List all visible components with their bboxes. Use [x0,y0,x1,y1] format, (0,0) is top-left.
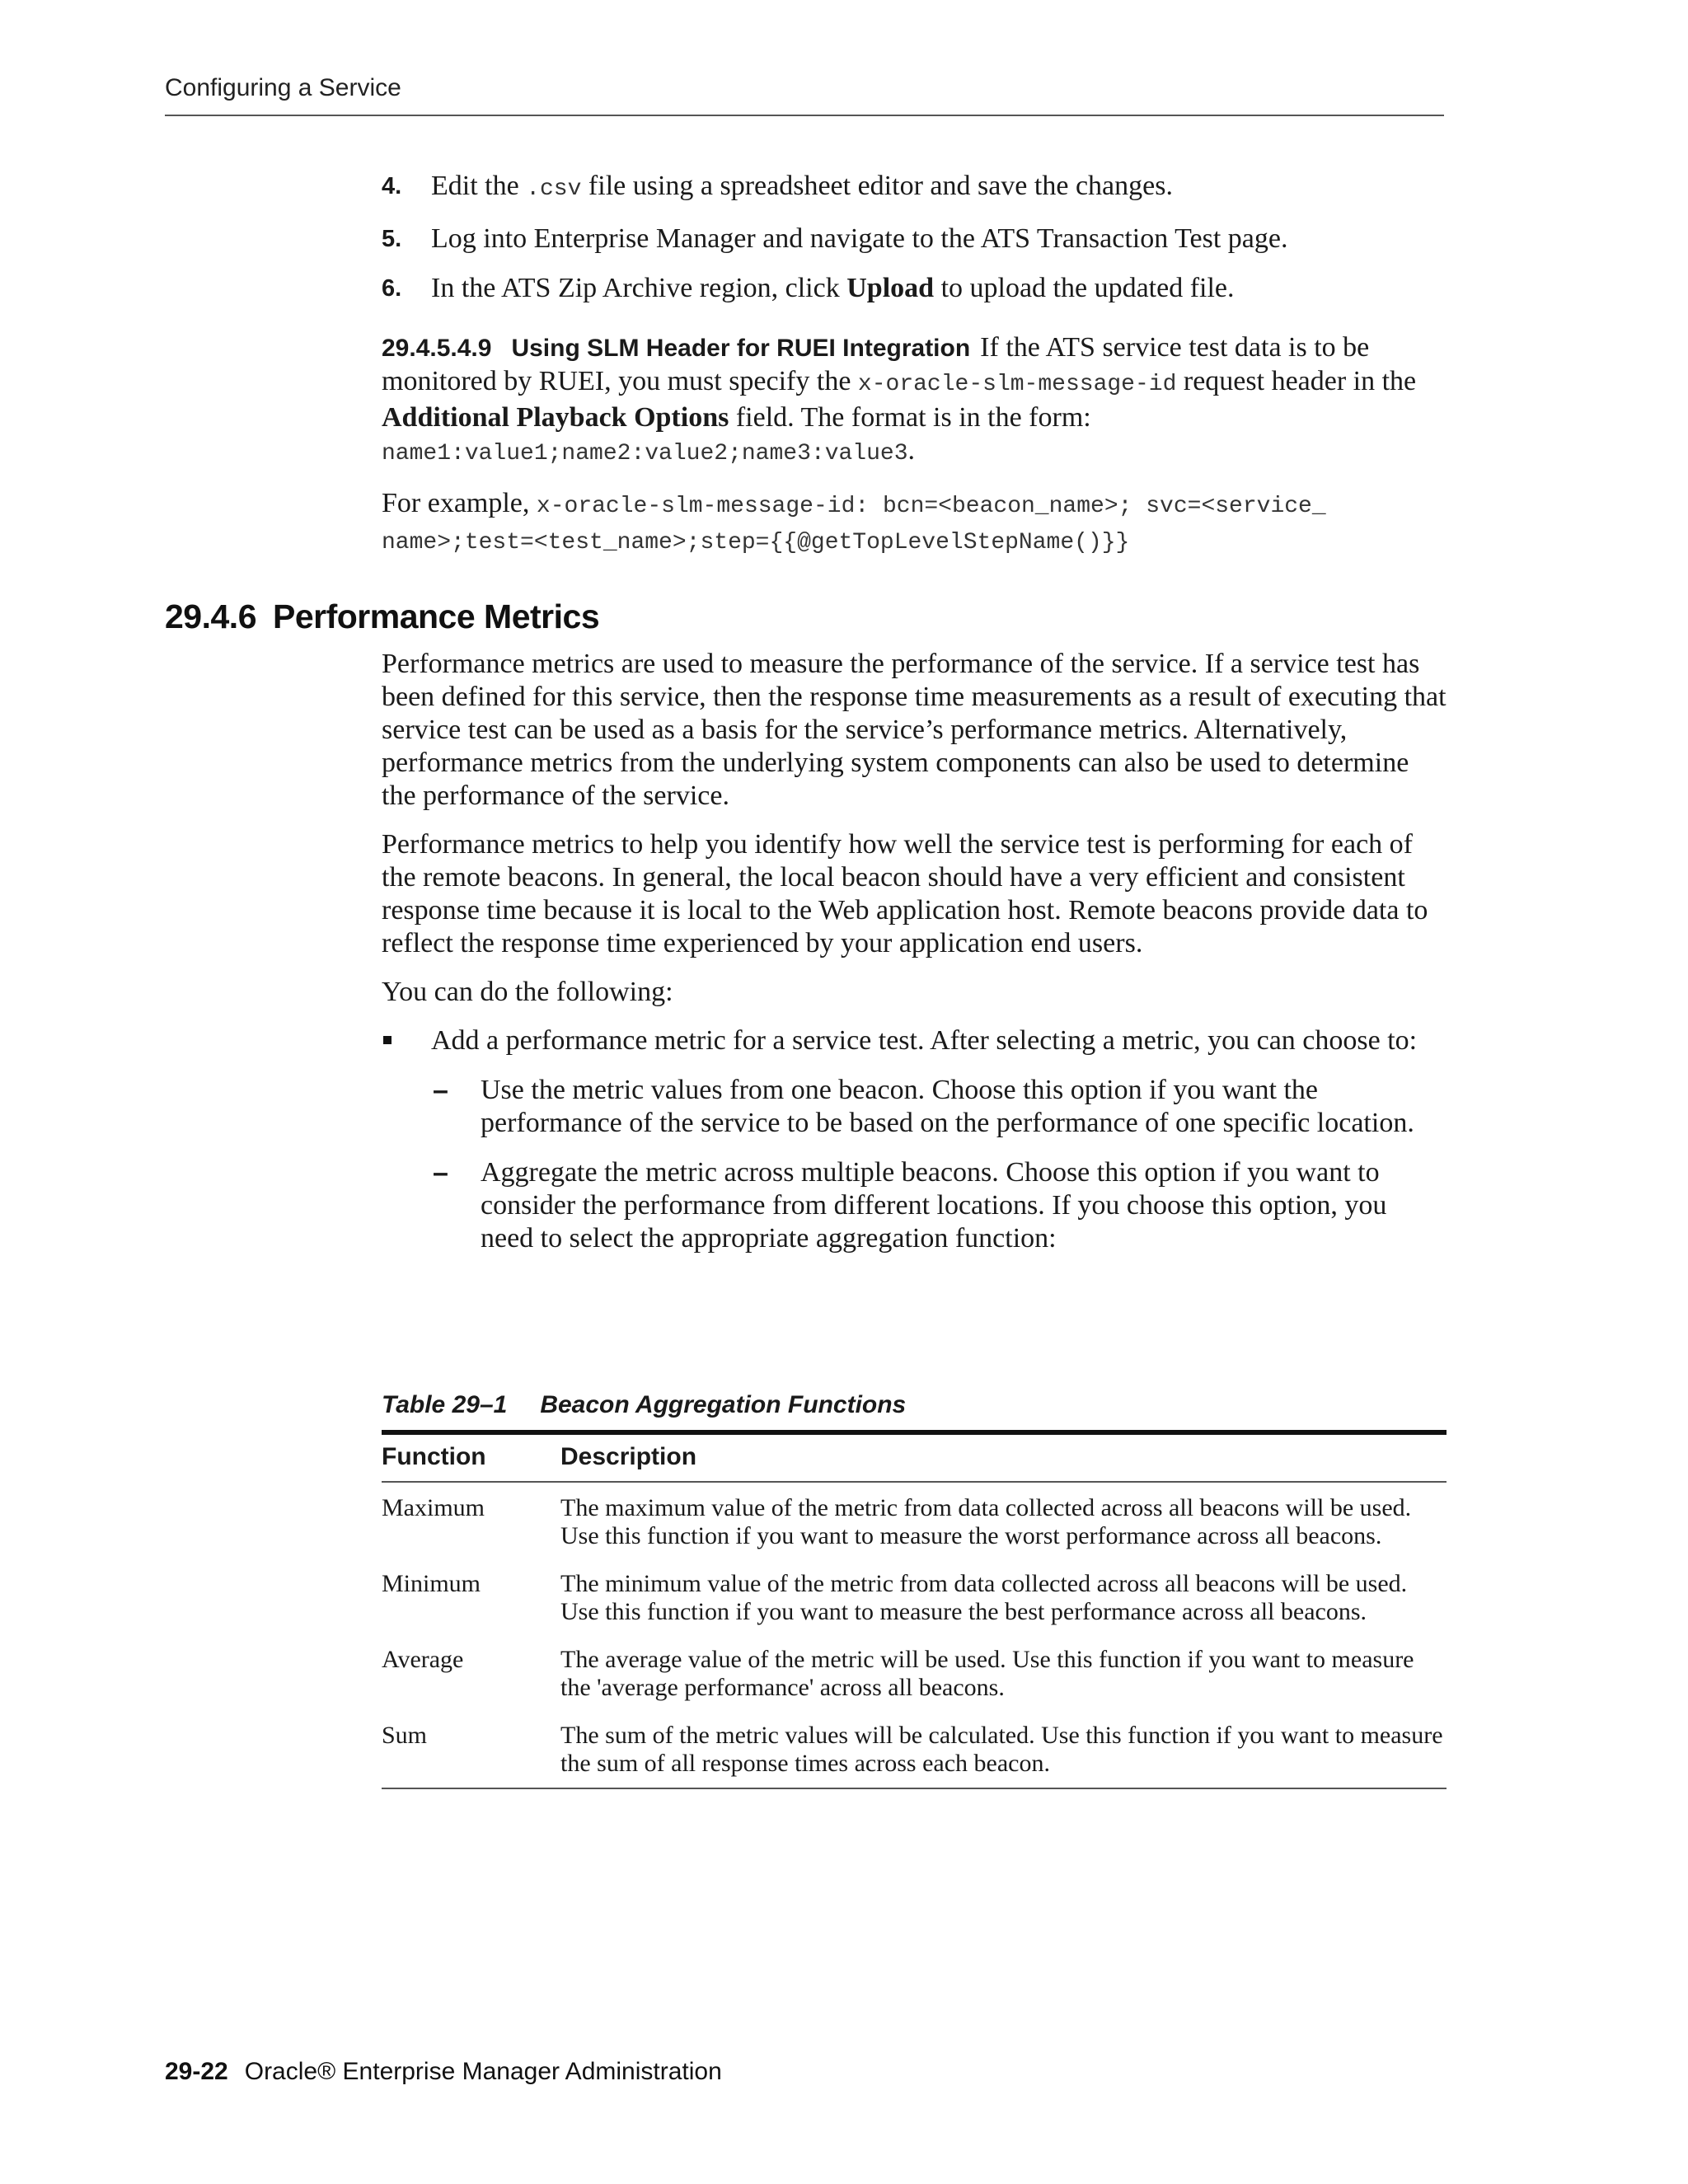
dash-bullet-icon: – [433,1157,448,1188]
step-code: .csv [526,176,582,202]
description-cell: The sum of the metric values will be calculated. Use this function if you want to measure the sum of all response times across each beacon. [560,1722,1443,1777]
table-caption-number: Table 29–1 [382,1391,508,1418]
example-prefix: For example, [382,488,537,518]
section-number: 29.4.6 [165,598,256,635]
subsection-paragraph [382,331,1447,471]
example-code: x-oracle-slm-message-id: bcn=<beacon_name>; svc=<service_ name>;test=<test_name>;step={{@getTopLevelStepName()}} [382,494,1326,555]
body-paragraph: Performance metrics to help you identify how well the service test is performing for each of the remote beacons. In general, the local beacon should have a very efficient and consistent response time because it is local to the Web application host. Remote beacons provide data to reflect the response time experienced by your application end users. [382,829,1428,958]
bullet-list [382,1024,1447,1255]
list-item [382,223,1447,255]
example-paragraph [382,487,1447,560]
list-item [382,272,1447,305]
list-item [382,1024,1447,1255]
function-cell: Minimum [382,1570,481,1597]
subsection-title: Using SLM Header for RUEI Integration [511,335,971,362]
body-paragraph: You can do the following: [382,977,673,1007]
page-number: 29-22 [165,2058,228,2085]
section-body [382,648,1447,1272]
step-number: 4. [382,173,402,199]
aggregation-functions-table [382,1430,1447,1789]
square-bullet-icon [383,1036,392,1044]
section-title: Performance Metrics [273,598,600,635]
function-cell: Average [382,1646,464,1673]
numbered-steps [382,170,1447,305]
section-heading [165,598,599,636]
content-top [382,170,1447,560]
table-row [382,1634,1447,1710]
column-header-description: Description [560,1443,697,1470]
step-number: 6. [382,275,402,302]
step-text-post: file using a spreadsheet editor and save the changes. [581,171,1173,201]
body-paragraph: Performance metrics are used to measure the performance of the service. If a service test has been defined for this service, then the response time measurements as a result of executing that service test can be used as a basis for the service’s performance metrics. Alternatively, performance metrics from the underlying system components can also be used to determine the performance of the service. [382,649,1447,811]
table-row [382,1558,1447,1634]
subsection-text: request header in the [1176,366,1417,396]
inline-bold: Additional Playback Options [382,402,729,433]
column-header-function: Function [382,1443,486,1470]
table-caption-title: Beacon Aggregation Functions [540,1391,907,1418]
dash-list [431,1074,1447,1255]
list-item [431,1074,1447,1140]
step-number: 5. [382,226,402,252]
page-footer [165,2058,722,2086]
dash-text: Aggregate the metric across multiple beacons. Choose this option if you want to consider the performance from different locations. If you choose this option, you need to select the appropriate aggregation function: [481,1157,1387,1254]
table-row [382,1710,1447,1788]
description-cell: The maximum value of the metric from data collected across all beacons will be used. Use this function if you want to measure the worst performance across all beacons. [560,1494,1412,1549]
bullet-text: Add a performance metric for a service test. After selecting a metric, you can choose to: [431,1025,1418,1056]
description-cell: The average value of the metric will be used. Use this function if you want to measure the 'average performance' across all beacons. [560,1646,1414,1701]
dash-bullet-icon: – [433,1075,448,1106]
running-head: Configuring a Service [165,74,401,101]
step-text: Log into Enterprise Manager and navigate to the ATS Transaction Test page. [431,223,1288,254]
table-row [382,1482,1447,1558]
step-bold: Upload [846,273,935,303]
dash-text: Use the metric values from one beacon. Choose this option if you want the performance of the service to be based on the performance of one specific location. [481,1075,1414,1138]
subsection-text: If the ATS service test data is to be monitored by RUEI, you must specify the [382,332,1370,396]
subsection-text: . [907,435,916,466]
book-title: Oracle® Enterprise Manager Administration [244,2058,722,2085]
step-text-pre: Edit the [431,171,527,201]
subsection-number: 29.4.5.4.9 [382,335,492,362]
header-rule [165,115,1444,116]
subsection-text: field. The format is in the form: [729,402,1091,433]
list-item [431,1156,1447,1255]
step-text-pre: In the ATS Zip Archive region, click [431,273,847,303]
table-caption [382,1391,906,1419]
table-header-row [382,1432,1447,1482]
function-cell: Sum [382,1722,428,1749]
function-cell: Maximum [382,1494,485,1521]
step-text-post: to upload the updated file. [934,273,1235,303]
inline-code: x-oracle-slm-message-id [857,372,1177,397]
inline-code: name1:value1;name2:value2;name3:value3 [382,441,908,466]
description-cell: The minimum value of the metric from data collected across all beacons will be used. Use this function if you want to measure the best performance across all beacons. [560,1570,1408,1625]
list-item [382,170,1447,206]
